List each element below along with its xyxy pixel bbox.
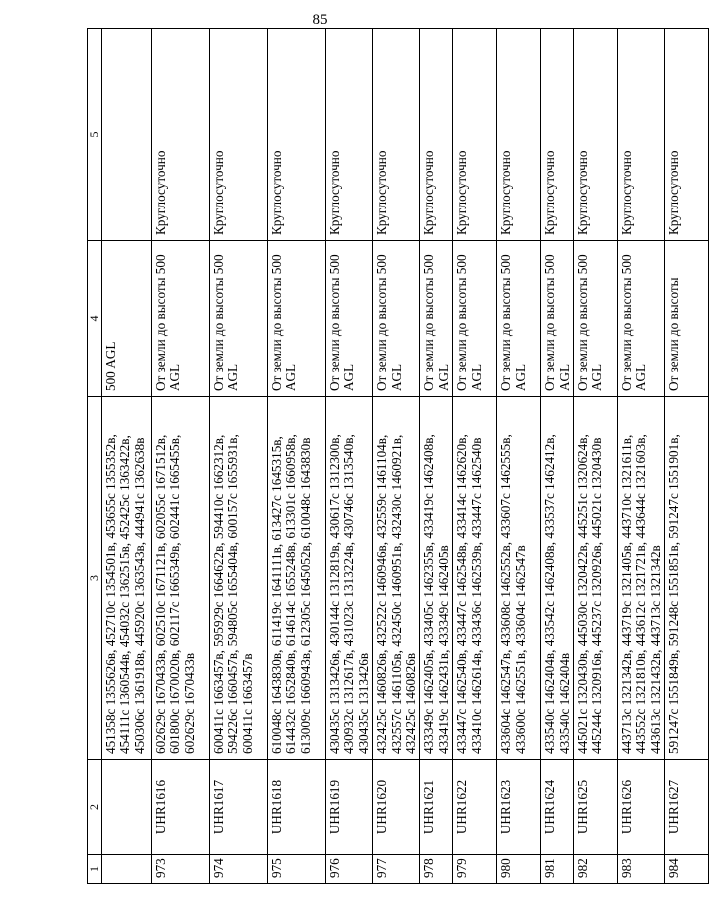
- row-number-cell: 980: [497, 855, 541, 884]
- zone-code-cell: UHR1620: [373, 760, 420, 855]
- altitude-cell: От земли до высоты 500 AGL: [618, 241, 665, 397]
- table-row: [574, 29, 618, 884]
- coordinates-cell: 430435с 1313426в, 430144с 1312819в, 430617с 1312300в, 430932с 1312617в, 431023с 1313224в, 430746с 1313540в, 430435с 1313426в: [326, 397, 373, 760]
- operating-time-cell: Круглосуточно: [541, 29, 574, 241]
- table-body: [88, 29, 709, 884]
- coordinates-cell: 443713с 1321342в, 443719с 1321405в, 443710с 1321611в, 443552с 1321810в, 443612с 1321721в, 443644с 1321603в, 443613с 1321432в, 443713с 1321342в: [618, 397, 665, 760]
- table-wrapper: [87, 29, 682, 884]
- table-row: [326, 29, 373, 884]
- zone-code-cell: UHR1618: [268, 760, 326, 855]
- row-number-cell: 977: [373, 855, 420, 884]
- coordinates-cell: 433604с 1462547в, 433608с 1462552в, 433607с 1462555в, 433600с 1462551в, 433604с 1462547в: [497, 397, 541, 760]
- altitude-cell: От земли до высоты 500 AGL: [210, 241, 268, 397]
- table-row: [420, 29, 453, 884]
- table-row: [373, 29, 420, 884]
- zone-code-cell: UHR1623: [497, 760, 541, 855]
- table-row: [665, 29, 709, 884]
- header-cell-2: 2: [88, 760, 102, 855]
- operating-time-cell: Круглосуточно: [453, 29, 497, 241]
- operating-time-cell: Круглосуточно: [326, 29, 373, 241]
- table-row: [210, 29, 268, 884]
- page-number: 85: [312, 12, 328, 28]
- row-number-cell: 981: [541, 855, 574, 884]
- altitude-cell: От земли до высоты 500 AGL: [541, 241, 574, 397]
- zone-code-cell: UHR1619: [326, 760, 373, 855]
- header-cell-5: 5: [88, 29, 102, 241]
- coordinates-cell: 445021с 1320430в, 445030с 1320422в, 445251с 1320624в, 445244с 1320916в, 445237с 1320926в, 445021с 1320430в: [574, 397, 618, 760]
- operating-time-cell: Круглосуточно: [618, 29, 665, 241]
- table-row: [618, 29, 665, 884]
- altitude-cell: От земли до высоты 500 AGL: [574, 241, 618, 397]
- altitude-cell: От земли до высоты 500 AGL: [326, 241, 373, 397]
- zone-code-cell: UHR1625: [574, 760, 618, 855]
- airspace-table: [87, 28, 709, 884]
- coordinates-cell: 432425с 1460826в, 432522с 1460946в, 432559с 1461104в, 432557с 1461105в, 432450с 1460951в, 432430с 1460921в, 432425с 1460826в: [373, 397, 420, 760]
- row-number-cell: 984: [665, 855, 709, 884]
- coordinates-cell: 433447с 1462540в, 433447с 1462548в, 433414с 1462620в, 433410с 1462614в, 433436с 1462539в, 433447с 1462540в: [453, 397, 497, 760]
- zone-code-cell: UHR1617: [210, 760, 268, 855]
- row-number-cell: 982: [574, 855, 618, 884]
- header-cell-3: 3: [88, 397, 102, 760]
- coordinates-cell: 600411с 1663457в, 595929с 1664622в, 594410с 1662312в, 594226с 1660457в, 594805с 1655404в, 600157с 1655931в, 600411с 1663457в: [210, 397, 268, 760]
- table-row: [453, 29, 497, 884]
- altitude-cell: От земли до высоты 500 AGL: [373, 241, 420, 397]
- operating-time-cell: Круглосуточно: [497, 29, 541, 241]
- row-number-cell: 973: [152, 855, 210, 884]
- coordinates-cell: 602629с 1670433в, 602510с 1671121в, 602055с 1671512в, 601800с 1670020в, 602117с 1665349в, 602441с 1665455в, 602629с 1670433в: [152, 397, 210, 760]
- operating-time-cell: [102, 29, 152, 241]
- coordinates-cell: 591247с 1551849в, 591248с 1551851в, 591247с 1551901в,: [665, 397, 709, 760]
- zone-code-cell: UHR1627: [665, 760, 709, 855]
- zone-code-cell: UHR1624: [541, 760, 574, 855]
- operating-time-cell: Круглосуточно: [373, 29, 420, 241]
- row-number-cell: 976: [326, 855, 373, 884]
- header-row: [88, 29, 102, 884]
- altitude-cell: От земли до высоты 500 AGL: [453, 241, 497, 397]
- row-number-cell: 979: [453, 855, 497, 884]
- row-number-cell: 978: [420, 855, 453, 884]
- coordinates-cell: 433540с 1462404в, 433542с 1462408в, 433537с 1462412в, 433540с 1462404в: [541, 397, 574, 760]
- coordinates-cell: 433349с 1462405в, 433405с 1462355в, 433419с 1462408в, 433419с 1462431в, 433349с 1462405в: [420, 397, 453, 760]
- table-row: [541, 29, 574, 884]
- altitude-cell: От земли до высоты: [665, 241, 709, 397]
- row-number-cell: 974: [210, 855, 268, 884]
- row-number-cell: 975: [268, 855, 326, 884]
- altitude-cell: От земли до высоты 500 AGL: [420, 241, 453, 397]
- zone-code-cell: UHR1616: [152, 760, 210, 855]
- operating-time-cell: Круглосуточно: [210, 29, 268, 241]
- row-number-cell: [102, 855, 152, 884]
- operating-time-cell: Круглосуточно: [574, 29, 618, 241]
- altitude-cell: 500 AGL: [102, 241, 152, 397]
- operating-time-cell: Круглосуточно: [152, 29, 210, 241]
- coordinates-cell: 610048с 1643830в, 611419с 1641111в, 613427с 1645315в, 614432с 1652840в, 614614с 1655248в, 613301с 1660958в, 613009с 1660943в, 612305с 1645052в, 610048с 1643830в: [268, 397, 326, 760]
- table-row: [102, 29, 152, 884]
- zone-code-cell: UHR1621: [420, 760, 453, 855]
- table-row: [152, 29, 210, 884]
- zone-code-cell: UHR1626: [618, 760, 665, 855]
- zone-code-cell: UHR1622: [453, 760, 497, 855]
- table-row: [268, 29, 326, 884]
- altitude-cell: От земли до высоты 500 AGL: [152, 241, 210, 397]
- altitude-cell: От земли до высоты 500 AGL: [268, 241, 326, 397]
- table-row: [497, 29, 541, 884]
- coordinates-cell: 451358с 1355626в, 452710с 1354501в, 453655с 1355352в, 454111с 1360544в, 454032с 1362515в, 452425с 1363422в, 450306с 1361918в, 445920с 1363543в, 444941с 1362638в: [102, 397, 152, 760]
- operating-time-cell: Круглосуточно: [665, 29, 709, 241]
- header-cell-4: 4: [88, 241, 102, 397]
- rotated-table-container: [87, 29, 682, 884]
- operating-time-cell: Круглосуточно: [420, 29, 453, 241]
- zone-code-cell: [102, 760, 152, 855]
- altitude-cell: От земли до высоты 500 AGL: [497, 241, 541, 397]
- header-cell-1: 1: [88, 855, 102, 884]
- operating-time-cell: Круглосуточно: [268, 29, 326, 241]
- row-number-cell: 983: [618, 855, 665, 884]
